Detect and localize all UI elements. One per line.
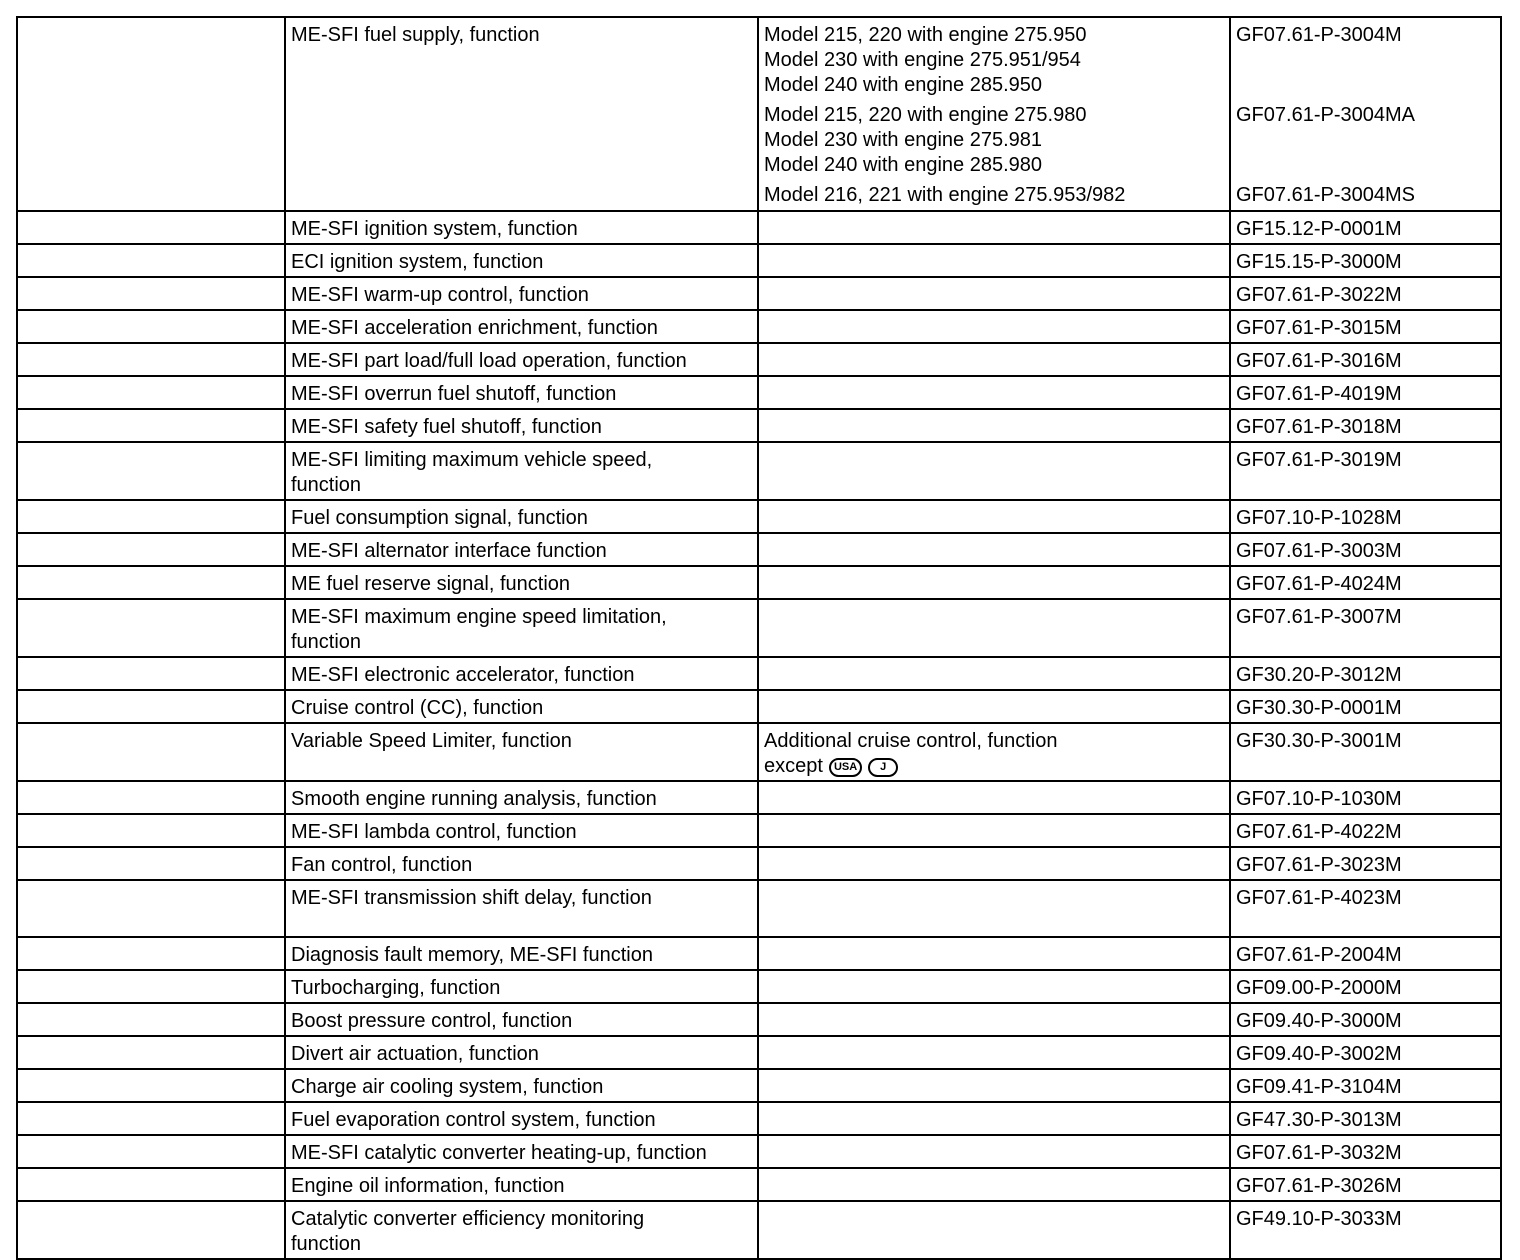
note-cell [758, 500, 1230, 533]
note-cell [758, 781, 1230, 814]
variant-notes [764, 183, 1224, 208]
function-cell: Variable Speed Limiter, function [285, 723, 758, 781]
note-cell [758, 937, 1230, 970]
code-cell: GF30.30-P-3001M [1230, 723, 1501, 781]
table-row [17, 723, 1501, 781]
note-line: Model 216, 221 with engine 275.953/982 [764, 184, 1126, 206]
table-row [17, 1036, 1501, 1069]
table-row [17, 690, 1501, 723]
note-cell [758, 442, 1230, 500]
table-row [17, 847, 1501, 880]
function-cell: Boost pressure control, function [285, 1003, 758, 1036]
blank-cell [17, 310, 285, 343]
table-row [17, 657, 1501, 690]
table-row [17, 566, 1501, 599]
function-cell: Fan control, function [285, 847, 758, 880]
note-cell [758, 970, 1230, 1003]
function-cell: ME-SFI catalytic converter heating-up, function [285, 1135, 758, 1168]
function-cell: ME-SFI overrun fuel shutoff, function [285, 376, 758, 409]
code-cell: GF07.61-P-3019M [1230, 442, 1501, 500]
blank-cell [17, 847, 285, 880]
table-row [17, 343, 1501, 376]
blank-cell [17, 376, 285, 409]
blank-cell [17, 1168, 285, 1201]
table-row [17, 310, 1501, 343]
blank-cell [17, 17, 285, 211]
blank-cell [17, 1135, 285, 1168]
except-label: except [764, 755, 823, 777]
table-row [17, 17, 1501, 211]
note-cell [758, 880, 1230, 937]
function-cell: Smooth engine running analysis, function [285, 781, 758, 814]
function-cell [285, 599, 758, 657]
function-reference-table [16, 16, 1502, 1260]
note-cell [758, 277, 1230, 310]
table-row [17, 409, 1501, 442]
blank-cell [17, 442, 285, 500]
function-line: ME-SFI limiting maximum vehicle speed, [291, 449, 653, 471]
function-cell: ME-SFI fuel supply, function [285, 17, 758, 211]
code-cell: GF07.61-P-3032M [1230, 1135, 1501, 1168]
blank-cell [17, 814, 285, 847]
table-row [17, 880, 1501, 937]
code-cell: GF09.00-P-2000M [1230, 970, 1501, 1003]
blank-cell [17, 1102, 285, 1135]
code-cell: GF09.40-P-3002M [1230, 1036, 1501, 1069]
blank-cell [17, 781, 285, 814]
table-row [17, 781, 1501, 814]
blank-cell [17, 244, 285, 277]
note-cell [758, 17, 1230, 211]
blank-cell [17, 1003, 285, 1036]
code-cell: GF07.61-P-3023M [1230, 847, 1501, 880]
note-line: Model 230 with engine 275.951/954 [764, 49, 1081, 71]
code-cell: GF07.61-P-4019M [1230, 376, 1501, 409]
note-line: Model 240 with engine 285.980 [764, 154, 1042, 176]
function-cell: ME-SFI part load/full load operation, function [285, 343, 758, 376]
table-row [17, 1003, 1501, 1036]
code-cell: GF09.41-P-3104M [1230, 1069, 1501, 1102]
note-cell [758, 1069, 1230, 1102]
code-cell: GF07.61-P-3003M [1230, 533, 1501, 566]
table-row [17, 1069, 1501, 1102]
function-line: function [291, 474, 362, 496]
function-cell: ECI ignition system, function [285, 244, 758, 277]
note-cell [758, 1102, 1230, 1135]
note-cell [758, 409, 1230, 442]
table-row [17, 937, 1501, 970]
table-row [17, 211, 1501, 244]
code-cell: GF30.20-P-3012M [1230, 657, 1501, 690]
function-cell: Charge air cooling system, function [285, 1069, 758, 1102]
function-line: function [291, 1233, 362, 1255]
note-line: Additional cruise control, function [764, 730, 1058, 752]
blank-cell [17, 1069, 285, 1102]
blank-cell [17, 1201, 285, 1259]
note-line: Model 215, 220 with engine 275.980 [764, 104, 1087, 126]
function-cell: ME-SFI lambda control, function [285, 814, 758, 847]
function-cell: Fuel consumption signal, function [285, 500, 758, 533]
note-cell [758, 244, 1230, 277]
blank-cell [17, 533, 285, 566]
note-line: Model 215, 220 with engine 275.950 [764, 24, 1087, 46]
note-cell [758, 211, 1230, 244]
code-value: GF07.61-P-3004M [1236, 24, 1402, 46]
table-row [17, 442, 1501, 500]
note-cell [758, 723, 1230, 781]
function-cell: ME-SFI warm-up control, function [285, 277, 758, 310]
function-cell [285, 442, 758, 500]
note-cell [758, 814, 1230, 847]
code-value: GF07.61-P-3004MS [1236, 184, 1415, 206]
blank-cell [17, 880, 285, 937]
code-cell: GF07.61-P-3022M [1230, 277, 1501, 310]
code-cell: GF07.61-P-4024M [1230, 566, 1501, 599]
table-row [17, 244, 1501, 277]
note-cell [758, 376, 1230, 409]
table-row [17, 1168, 1501, 1201]
code-cell: GF09.40-P-3000M [1230, 1003, 1501, 1036]
function-line: Catalytic converter efficiency monitoring [291, 1208, 645, 1230]
table-row [17, 533, 1501, 566]
blank-cell [17, 409, 285, 442]
note-line: Model 230 with engine 275.981 [764, 129, 1042, 151]
function-cell: ME-SFI ignition system, function [285, 211, 758, 244]
code-value: GF07.61-P-3004MA [1236, 104, 1415, 126]
code-cell: GF07.61-P-4022M [1230, 814, 1501, 847]
code-cell: GF07.10-P-1028M [1230, 500, 1501, 533]
function-cell: Divert air actuation, function [285, 1036, 758, 1069]
table-row [17, 277, 1501, 310]
code-cell: GF15.12-P-0001M [1230, 211, 1501, 244]
blank-cell [17, 657, 285, 690]
note-cell [758, 533, 1230, 566]
variant-notes [764, 23, 1224, 98]
note-line [764, 754, 1224, 779]
note-cell [758, 1135, 1230, 1168]
code-cell: GF49.10-P-3033M [1230, 1201, 1501, 1259]
code-cell: GF07.61-P-3016M [1230, 343, 1501, 376]
code-cell: GF15.15-P-3000M [1230, 244, 1501, 277]
function-cell: Fuel evaporation control system, function [285, 1102, 758, 1135]
function-cell: Diagnosis fault memory, ME-SFI function [285, 937, 758, 970]
function-cell: ME-SFI transmission shift delay, function [285, 880, 758, 937]
function-cell: Engine oil information, function [285, 1168, 758, 1201]
blank-cell [17, 723, 285, 781]
note-line: Model 240 with engine 285.950 [764, 74, 1042, 96]
code-cell: GF07.10-P-1030M [1230, 781, 1501, 814]
code-cell: GF07.61-P-3026M [1230, 1168, 1501, 1201]
code-cell: GF30.30-P-0001M [1230, 690, 1501, 723]
function-cell: ME fuel reserve signal, function [285, 566, 758, 599]
blank-cell [17, 599, 285, 657]
function-cell: ME-SFI safety fuel shutoff, function [285, 409, 758, 442]
function-line: function [291, 631, 362, 653]
japan-region-icon: J [868, 758, 898, 777]
note-cell [758, 1201, 1230, 1259]
note-cell [758, 1003, 1230, 1036]
table-row [17, 970, 1501, 1003]
table-row [17, 1102, 1501, 1135]
code-cell: GF07.61-P-3007M [1230, 599, 1501, 657]
function-cell [285, 1201, 758, 1259]
note-cell [758, 566, 1230, 599]
code-cell: GF07.61-P-3018M [1230, 409, 1501, 442]
note-cell [758, 343, 1230, 376]
note-cell [758, 847, 1230, 880]
table-row [17, 599, 1501, 657]
note-cell [758, 310, 1230, 343]
table-row [17, 1135, 1501, 1168]
note-cell [758, 1168, 1230, 1201]
blank-cell [17, 277, 285, 310]
table-row [17, 1201, 1501, 1259]
table-row [17, 376, 1501, 409]
blank-cell [17, 566, 285, 599]
note-cell [758, 1036, 1230, 1069]
function-cell: Turbocharging, function [285, 970, 758, 1003]
table-row [17, 500, 1501, 533]
blank-cell [17, 211, 285, 244]
note-cell [758, 599, 1230, 657]
blank-cell [17, 500, 285, 533]
blank-cell [17, 1036, 285, 1069]
function-cell: Cruise control (CC), function [285, 690, 758, 723]
note-cell [758, 690, 1230, 723]
note-cell [758, 657, 1230, 690]
blank-cell [17, 937, 285, 970]
usa-region-icon: USA [829, 758, 862, 777]
blank-cell [17, 690, 285, 723]
code-cell: GF07.61-P-4023M [1230, 880, 1501, 937]
function-cell: ME-SFI acceleration enrichment, function [285, 310, 758, 343]
function-cell: ME-SFI electronic accelerator, function [285, 657, 758, 690]
function-cell: ME-SFI alternator interface function [285, 533, 758, 566]
code-cell: GF47.30-P-3013M [1230, 1102, 1501, 1135]
code-cell: GF07.61-P-3015M [1230, 310, 1501, 343]
blank-cell [17, 343, 285, 376]
function-line: ME-SFI maximum engine speed limitation, [291, 606, 667, 628]
code-cell: GF07.61-P-2004M [1230, 937, 1501, 970]
blank-cell [17, 970, 285, 1003]
variant-notes [764, 103, 1224, 178]
code-cell [1230, 17, 1501, 211]
table-row [17, 814, 1501, 847]
